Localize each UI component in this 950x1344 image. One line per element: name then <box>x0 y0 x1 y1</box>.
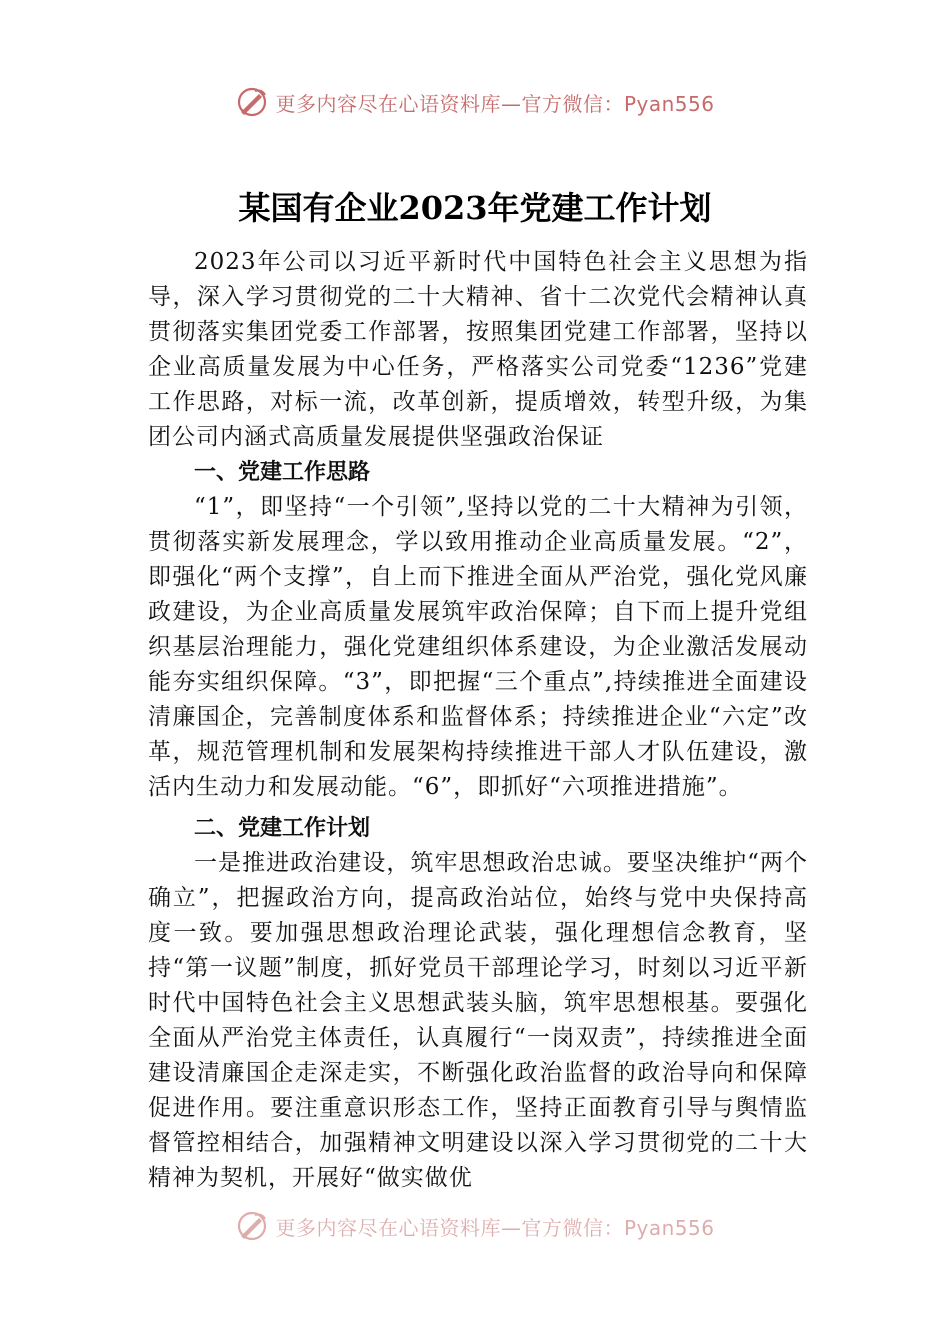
header-watermark <box>0 82 950 122</box>
document-body-viewport <box>0 245 950 1216</box>
section-1-paragraph: “1”，即坚持“一个引领”,坚持以党的二十大精神为引领，贯彻落实新发展理念，学以致用推动企业高质量发展。“2”，即强化“两个支撑”，自上而下推进全面从严治党，强化党风廉政建设，为企业高质量发展筑牢政治保障；自下而上提升党组织基层治理能力，强化党建组织体系建设，为企业激活发展动能夯实组织保障。“3”，即把握“三个重点”,持续推进全面建设清廉国企，完善制度体系和监督体系；持续推进企业“六定”改革，规范管理机制和发展架构持续推进干部人才队伍建设，激活内生动力和发展动能。“6”，即抓好“六项推进措施”。 <box>148 494 808 800</box>
watermark-text: 更多内容尽在心语资料库—官方微信：Pyan556 <box>275 91 715 116</box>
section-heading-2: 二、党建工作计划 <box>194 816 371 841</box>
watermark-text: 更多内容尽在心语资料库—官方微信：Pyan556 <box>275 1215 715 1240</box>
document-title: 某国有企业2023年党建工作计划 <box>238 189 712 227</box>
pen-circle-logo-icon <box>235 1209 269 1243</box>
pen-circle-logo-icon <box>235 85 269 119</box>
section-2-paragraph: 一是推进政治建设，筑牢思想政治忠诚。要坚决维护“两个确立”，把握政治方向，提高政治站位，始终与党中央保持高度一致。要加强思想政治理论武装，强化理想信念教育，坚持“第一议题”制度，抓好党员干部理论学习，时刻以习近平新时代中国特色社会主义思想武装头脑，筑牢思想根基。要强化全面从严治党主体责任，认真履行“一岗双责”，持续推进全面建设清廉国企走深走实，不断强化政治监督的政治导向和保障促进作用。要注重意识形态工作，坚持正面教育引导与舆情监督管控相结合，加强精神文明建设以深入学习贯彻党的二十大精神为契机，开展好“做实做优 <box>148 850 808 1191</box>
footer-watermark <box>0 1206 950 1246</box>
intro-paragraph: 2023年公司以习近平新时代中国特色社会主义思想为指导，深入学习贯彻党的二十大精神、省十二次党代会精神认真贯彻落实集团党委工作部署，按照集团党建工作部署，坚持以企业高质量发展为中心任务，严格落实公司党委“1236”党建工作思路，对标一流，改革创新，提质增效，转型升级，为集团公司内涵式高质量发展提供坚强政治保证 <box>148 249 808 450</box>
section-heading-1: 一、党建工作思路 <box>194 460 371 485</box>
document-body <box>148 245 808 1196</box>
